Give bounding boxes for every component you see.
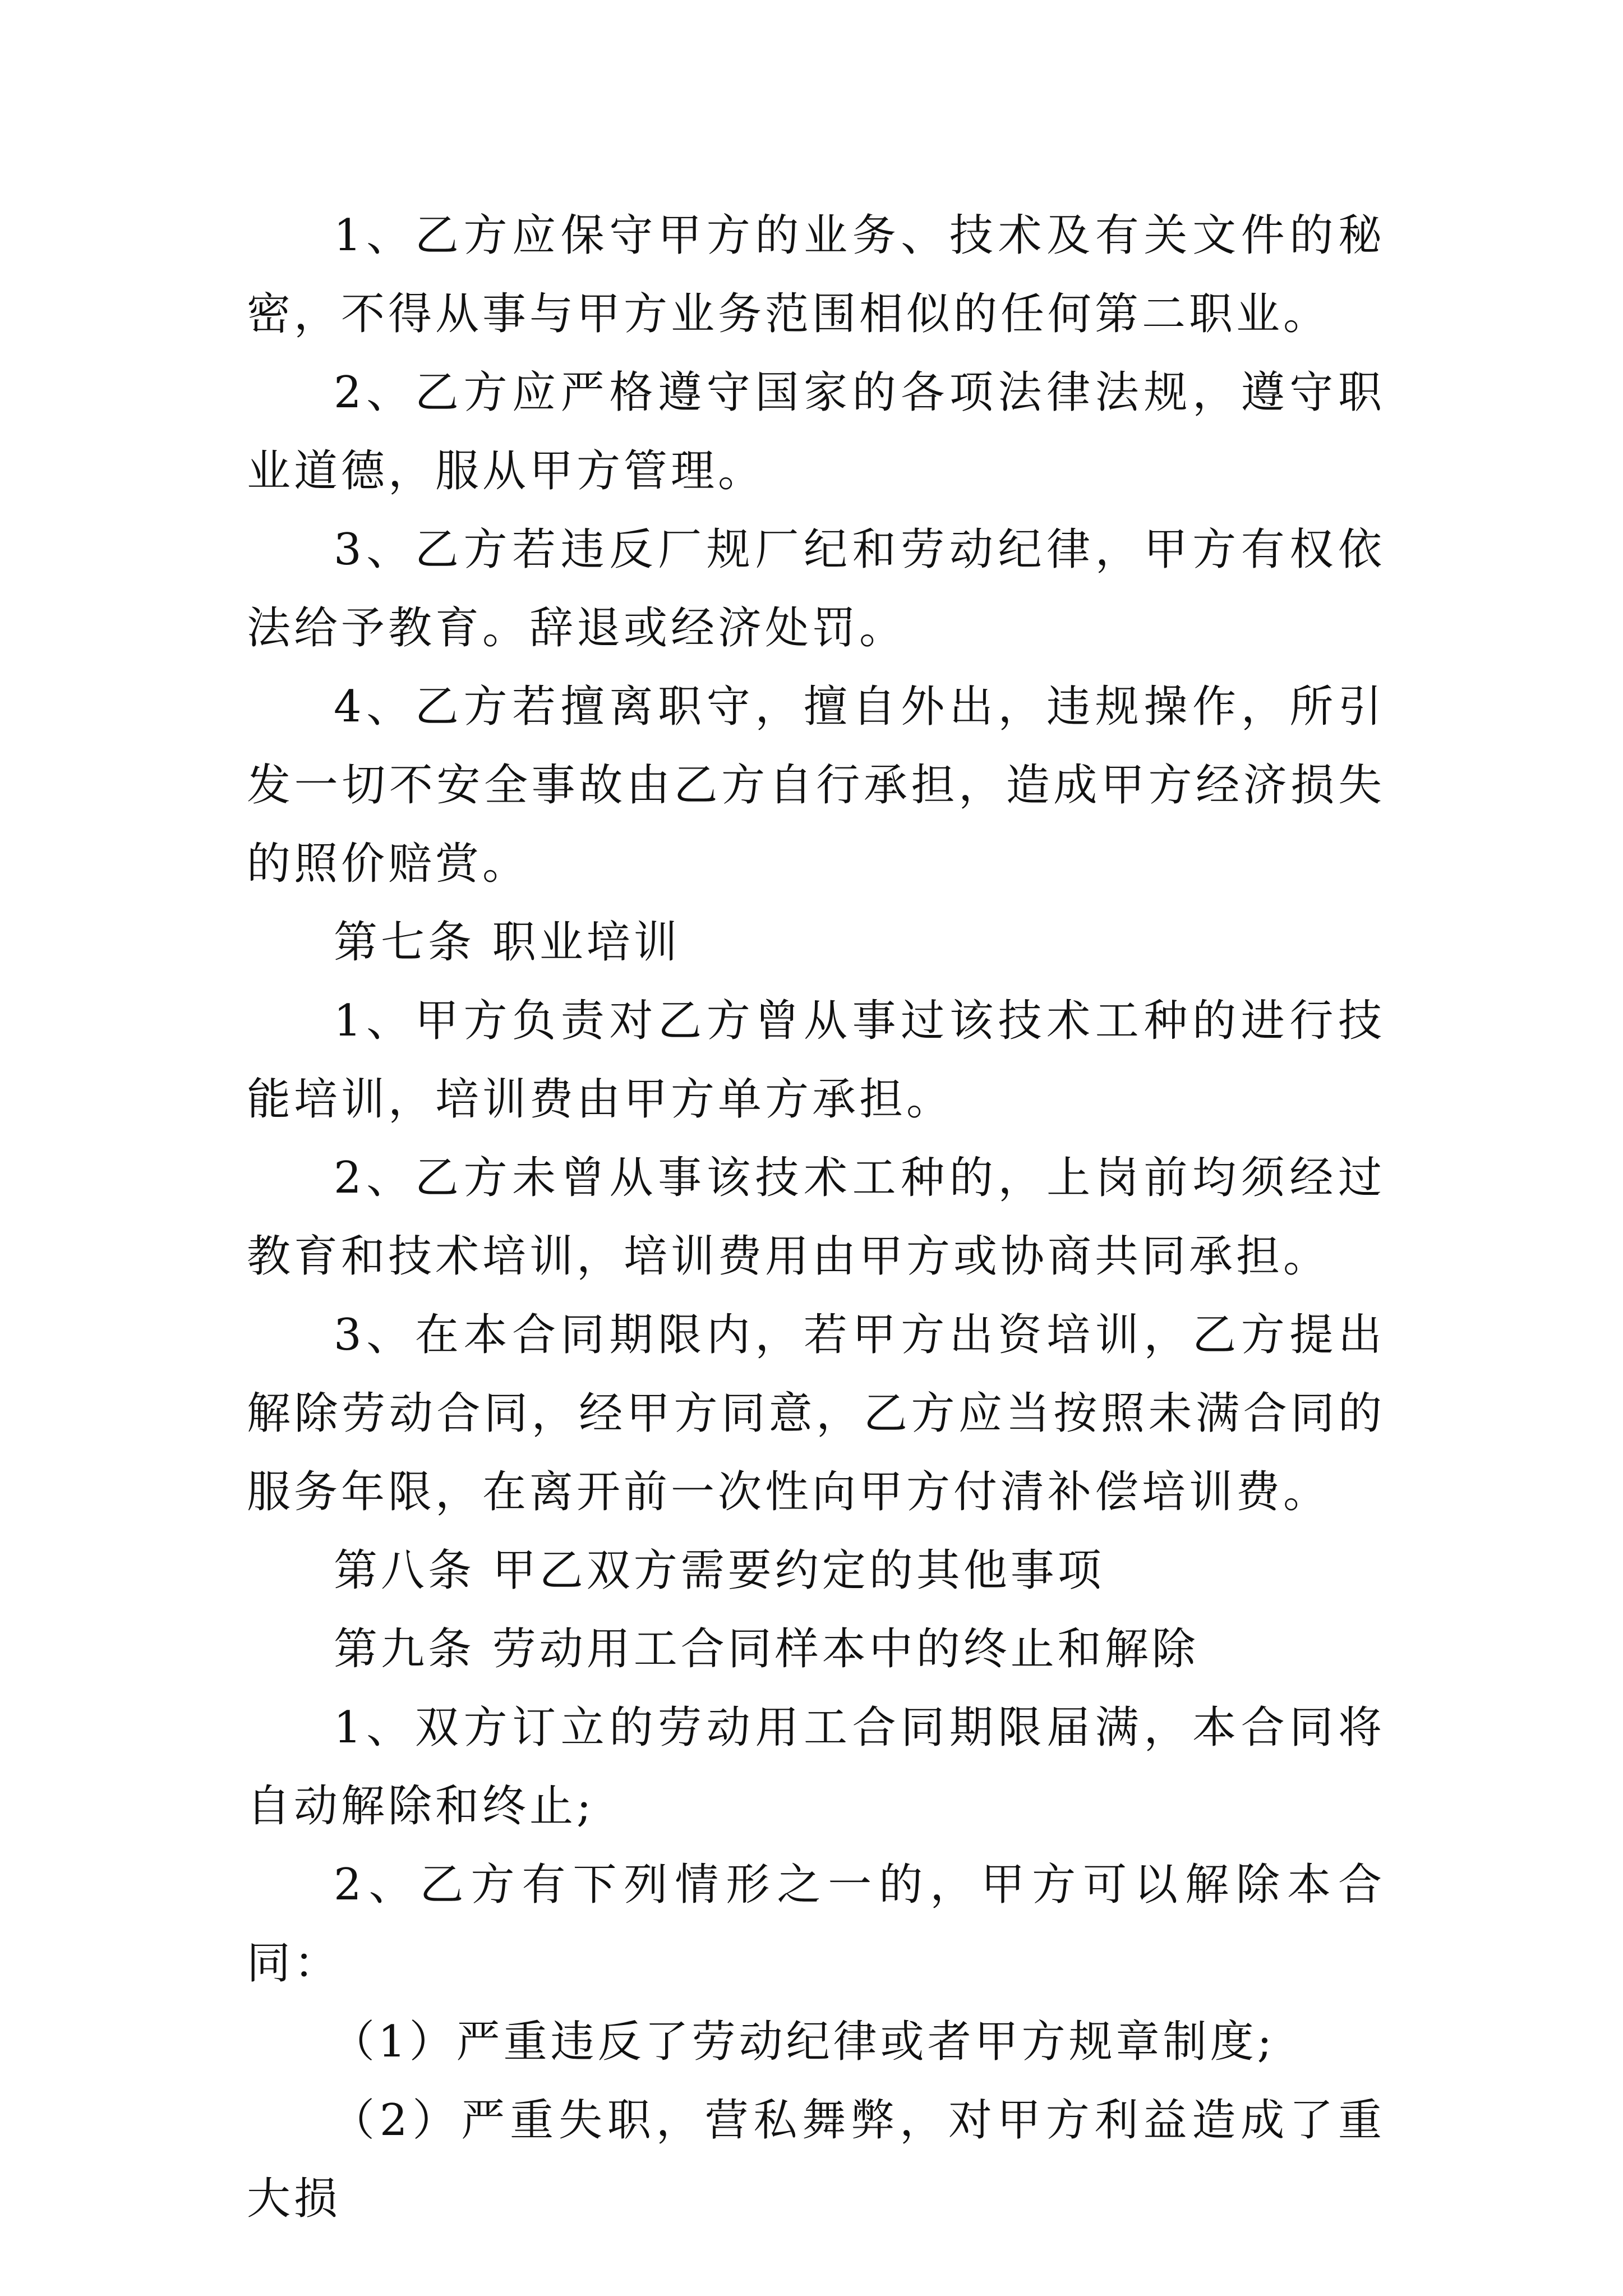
list-item-2: （2）严重失职，营私舞弊，对甲方利益造成了重大损 [247, 2095, 1385, 2224]
paragraph-termination-1: 1、双方订立的劳动用工合同期限届满，本合同将自动解除和终止; [247, 1703, 1385, 1832]
list-item-1: （1）严重违反了劳动纪律或者甲方规章制度; [331, 2017, 1275, 2067]
paragraph-training-1: 1、甲方负责对乙方曾从事过该技术工种的进行技能培训，培训费由甲方单方承担。 [247, 996, 1385, 1125]
paragraph-confidentiality: 1、乙方应保守甲方的业务、技术及有关文件的秘密，不得从事与甲方业务范围相似的任何第二职业。 [247, 210, 1385, 339]
paragraph-unsafe-incidents: 4、乙方若擅离职守，擅自外出，违规操作，所引发一切不安全事故由乙方自行承担，造成甲方经济损失的照价赔赏。 [247, 682, 1385, 889]
paragraph-termination-2: 2、乙方有下列情形之一的，甲方可以解除本合同： [247, 1860, 1385, 1989]
article-7-heading: 第七条 职业培训 [334, 917, 681, 968]
article-8-heading: 第八条 甲乙双方需要约定的其他事项 [334, 1545, 1105, 1596]
paragraph-obey-laws: 2、乙方应严格遵守国家的各项法律法规，遵守职业道德，服从甲方管理。 [247, 367, 1385, 496]
article-9-heading: 第九条 劳动用工合同样本中的终止和解除 [334, 1624, 1199, 1674]
paragraph-discipline: 3、乙方若违反厂规厂纪和劳动纪律，甲方有权依法给予教育。辞退或经济处罚。 [247, 524, 1385, 654]
paragraph-training-2: 2、乙方未曾从事该技术工种的，上岗前均须经过教育和技术培训，培训费用由甲方或协商共同承担。 [247, 1153, 1385, 1282]
paragraph-training-3: 3、在本合同期限内，若甲方出资培训，乙方提出解除劳动合同，经甲方同意，乙方应当按照未满合同的服务年限，在离开前一次性向甲方付清补偿培训费。 [247, 1310, 1385, 1517]
document-body [247, 196, 1385, 2238]
